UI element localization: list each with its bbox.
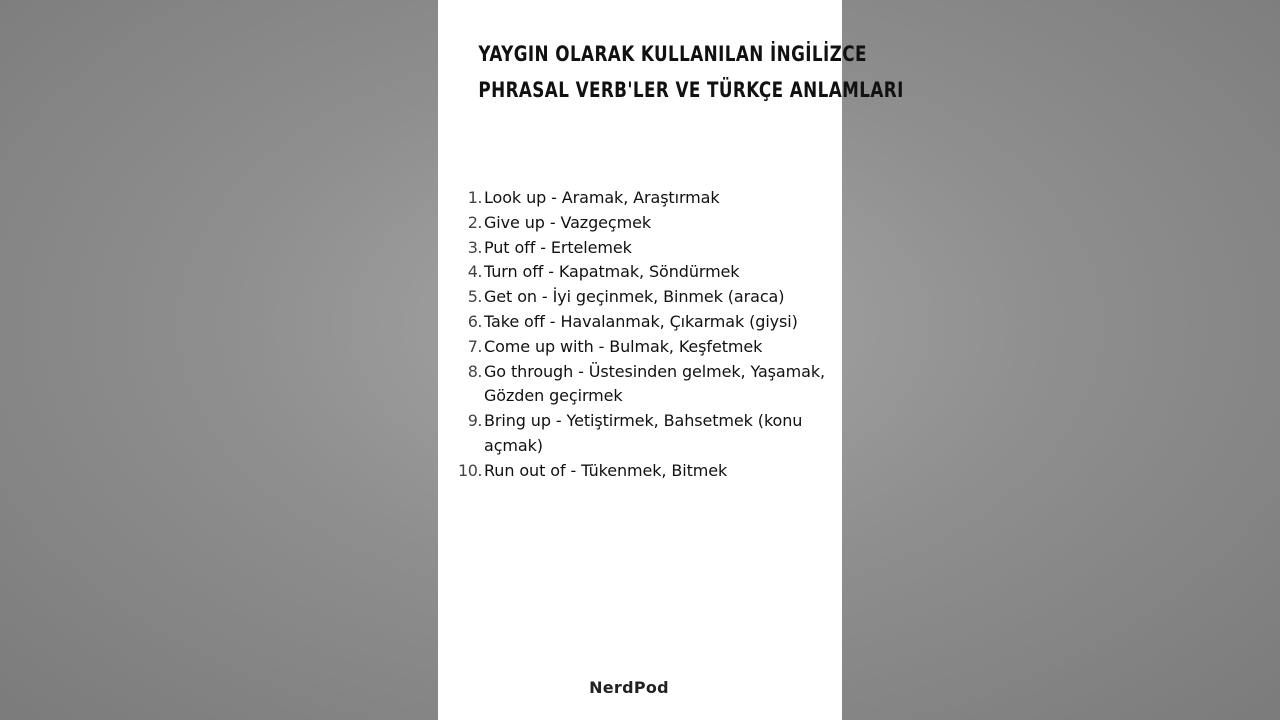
list-item bbox=[456, 360, 826, 410]
list-item-text: Put off - Ertelemek bbox=[484, 237, 632, 257]
list-item-text: Run out of - Tükenmek, Bitmek bbox=[484, 460, 728, 480]
title-line-2: PHRASAL VERB'LER VE TÜRKÇE ANLAMLARI bbox=[478, 78, 904, 102]
list-item-text: Turn off - Kapatmak, Söndürmek bbox=[484, 262, 740, 282]
list-item bbox=[456, 310, 826, 335]
list-item bbox=[456, 409, 826, 459]
list-item-number: 5. bbox=[467, 287, 482, 307]
list-item-text: Take off - Havalanmak, Çıkarmak (giysi) bbox=[484, 311, 798, 331]
list-item bbox=[456, 335, 826, 360]
list-item-number: 6. bbox=[467, 311, 482, 331]
brand-name: NerdPod bbox=[589, 678, 669, 697]
list-item-number: 8. bbox=[467, 361, 482, 381]
list-item-number: 9. bbox=[467, 411, 482, 431]
list-item bbox=[456, 260, 826, 285]
list-item bbox=[456, 186, 826, 211]
list-item-number: 7. bbox=[467, 336, 482, 356]
list-item-text: Go through - Üstesinden gelmek, Yaşamak, Gözden geçirmek bbox=[484, 361, 825, 406]
list-item bbox=[456, 236, 826, 261]
phrasal-verb-list bbox=[456, 186, 826, 484]
list-item-text: Get on - İyi geçinmek, Binmek (araca) bbox=[484, 287, 785, 307]
document-card bbox=[438, 0, 904, 720]
list-item-number: 4. bbox=[467, 262, 482, 282]
list-item-number: 10. bbox=[458, 460, 482, 480]
list-item-text: Bring up - Yetiştirmek, Bahsetmek (konu açmak) bbox=[484, 411, 803, 455]
list-item-number: 1. bbox=[467, 188, 482, 207]
list-item-text: Look up - Aramak, Araştırmak bbox=[484, 188, 720, 207]
list-item-number: 3. bbox=[467, 237, 482, 257]
list-item bbox=[456, 285, 826, 310]
page-title bbox=[478, 36, 904, 108]
list-item bbox=[456, 211, 826, 236]
list-item-number: 2. bbox=[467, 212, 482, 232]
title-line-1: YAYGIN OLARAK KULLANILAN İNGİLİZCE bbox=[478, 42, 867, 66]
list-item-text: Give up - Vazgeçmek bbox=[484, 212, 651, 232]
list-item-text: Come up with - Bulmak, Keşfetmek bbox=[484, 336, 763, 356]
list-item bbox=[456, 459, 826, 484]
